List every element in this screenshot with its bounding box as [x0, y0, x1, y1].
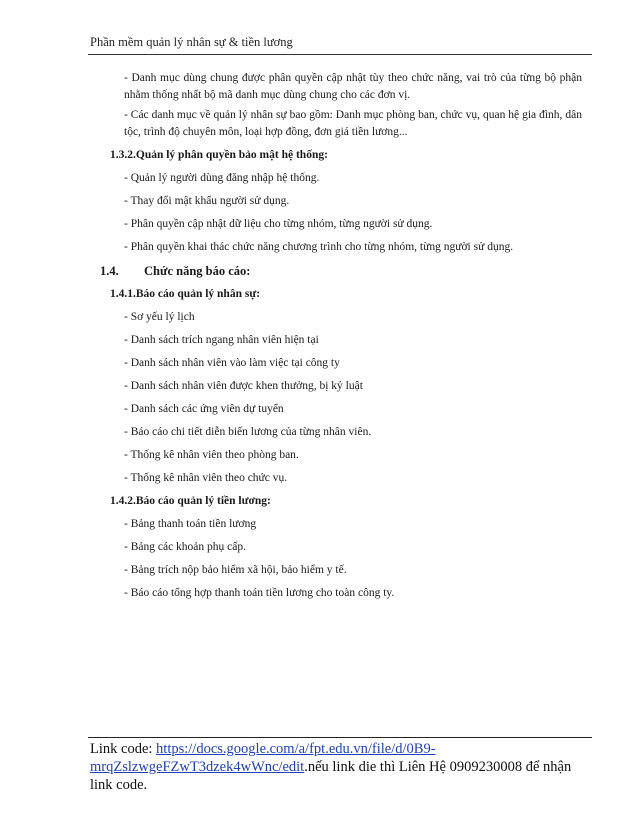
- list-item: - Thay đổi mật khẩu người sử dụng.: [124, 195, 290, 207]
- list-item: - Bảng thanh toán tiền lương: [124, 518, 257, 530]
- list-item: - Danh sách các ứng viên dự tuyển: [124, 403, 284, 415]
- list-item: - Phân quyền cập nhật dữ liệu cho từng nhóm, từng người sử dụng.: [124, 218, 433, 230]
- header-divider: [88, 54, 592, 55]
- section-heading-1-4: [90, 259, 590, 283]
- list-item: - Báo cáo chi tiết diễn biến lương của từng nhân viên.: [124, 426, 372, 438]
- code-download-link[interactable]: https://docs.google.com/a/fpt.edu.vn/file/d/0B9-mrqZslzwgeFZwT3dzek4wWnc/edit: [90, 741, 436, 775]
- page-header: [90, 34, 560, 50]
- section-heading-1-4-2: 1.4.2.Báo cáo quản lý tiền lương:: [110, 495, 271, 507]
- list-item: - Báo cáo tổng hợp thanh toán tiền lương cho toàn công ty.: [124, 587, 395, 599]
- list-item: - Sơ yếu lý lịch: [124, 311, 195, 323]
- list-item: - Phân quyền khai thác chức năng chương trình cho từng nhóm, từng người sử dụng.: [124, 241, 514, 253]
- section-number: 1.4.: [100, 264, 119, 278]
- document-body: [90, 70, 590, 605]
- list-item: - Quản lý người dùng đăng nhập hệ thống.: [124, 172, 320, 184]
- list-item: - Bảng các khoản phụ cấp.: [124, 541, 246, 553]
- page-footer: [90, 740, 590, 794]
- header-title: Phần mềm quản lý nhân sự & tiền lương: [90, 35, 293, 49]
- list-item: - Bảng trích nộp bảo hiểm xã hội, bảo hiểm y tế.: [124, 564, 347, 576]
- footer-prefix: Link code:: [90, 741, 157, 757]
- list-item: - Thống kê nhân viên theo phòng ban.: [124, 449, 299, 461]
- list-item: - Danh sách nhân viên được khen thưởng, bị kỷ luật: [124, 380, 363, 392]
- list-item: - Danh sách nhân viên vào làm việc tại công ty: [124, 357, 340, 369]
- list-item: - Danh sách trích ngang nhân viên hiện tại: [124, 334, 319, 346]
- footer-divider: [88, 737, 592, 738]
- intro-paragraph: - Danh mục dùng chung được phân quyền cập nhật tùy theo chức năng, vai trò của từng bộ phận nhằm thống nhất bộ mã danh mục dùng chung cho các đơn vị.: [124, 72, 582, 101]
- list-item: - Thống kê nhân viên theo chức vụ.: [124, 472, 288, 484]
- footer-suffix: .nếu link die thì Liên Hệ 0909230008 để nhận link code.: [90, 759, 572, 793]
- intro-paragraph: - Các danh mục về quản lý nhân sự bao gồm: Danh mục phòng ban, chức vụ, quan hệ gia đình, dân tộc, trình độ chuyên môn, loại hợp đồng, đơn giá tiền lương...: [124, 109, 582, 138]
- section-title: Chức năng báo cáo:: [144, 264, 251, 278]
- section-heading-1-4-1: 1.4.1.Báo cáo quản lý nhân sự:: [110, 288, 261, 300]
- section-heading-1-3-2: 1.3.2.Quản lý phân quyền bảo mật hệ thống:: [110, 149, 328, 161]
